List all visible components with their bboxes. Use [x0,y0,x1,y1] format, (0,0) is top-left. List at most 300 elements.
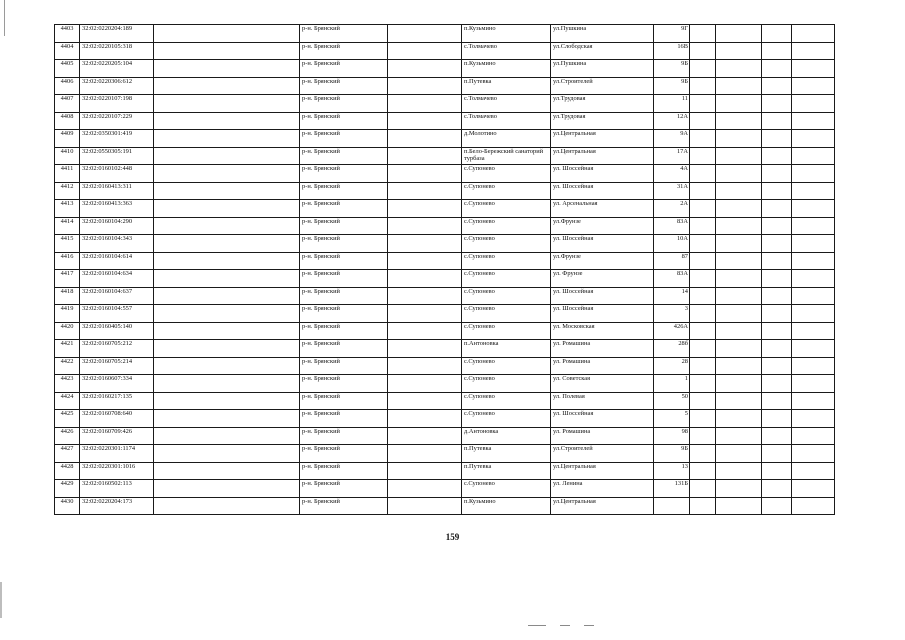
empty-cell [154,235,300,253]
empty-cell [792,217,835,235]
table-row [55,305,835,323]
street-cell: ул.Фрунзе [551,217,654,235]
empty-cell [716,235,762,253]
empty-cell [792,60,835,78]
empty-cell [154,270,300,288]
locality-cell: с.Толмачево [462,112,551,130]
house-number-cell: 11 [654,95,690,113]
table-row [55,445,835,463]
district-cell: р-н. Брянский [300,392,388,410]
empty-cell [690,217,716,235]
house-number-cell: 131Б [654,480,690,498]
empty-cell [792,165,835,183]
locality-cell: с.Супонево [462,305,551,323]
empty-cell [154,480,300,498]
locality-cell: п.Кузьмино [462,25,551,43]
cadastral-number-cell: 32:02:0220107:229 [80,112,154,130]
empty-cell [154,462,300,480]
empty-cell [154,445,300,463]
empty-cell [762,25,792,43]
locality-cell: с.Супонево [462,252,551,270]
empty-cell [762,322,792,340]
empty-cell [762,147,792,165]
district-cell: р-н. Брянский [300,287,388,305]
empty-cell [716,392,762,410]
empty-cell [792,235,835,253]
empty-cell [792,497,835,515]
house-number-cell: 9А [654,130,690,148]
table-row [55,217,835,235]
locality-cell: д.Молотино [462,130,551,148]
street-cell: ул.Центральная [551,147,654,165]
row-number-cell: 4412 [55,182,80,200]
row-number-cell: 4426 [55,427,80,445]
street-cell: ул. Шоссейная [551,182,654,200]
district-cell: р-н. Брянский [300,77,388,95]
district-cell: р-н. Брянский [300,182,388,200]
district-cell: р-н. Брянский [300,305,388,323]
empty-cell [792,480,835,498]
empty-cell [690,252,716,270]
empty-cell [690,147,716,165]
table-row [55,427,835,445]
empty-cell [388,305,462,323]
empty-cell [154,25,300,43]
empty-cell [154,112,300,130]
empty-cell [716,252,762,270]
row-number-cell: 4403 [55,25,80,43]
empty-cell [154,497,300,515]
row-number-cell: 4408 [55,112,80,130]
empty-cell [792,410,835,428]
empty-cell [388,480,462,498]
empty-cell [690,42,716,60]
row-number-cell: 4413 [55,200,80,218]
empty-cell [154,200,300,218]
scan-bottom-mark [528,625,546,626]
empty-cell [792,147,835,165]
locality-cell: п.Путевка [462,77,551,95]
cadastral-number-cell: 32:02:0550305:191 [80,147,154,165]
empty-cell [690,77,716,95]
empty-cell [762,60,792,78]
locality-cell: с.Супонево [462,392,551,410]
cadastral-number-cell: 32:02:0220306:612 [80,77,154,95]
empty-cell [388,357,462,375]
empty-cell [154,427,300,445]
table-row [55,112,835,130]
locality-cell: п.Путевка [462,445,551,463]
empty-cell [690,287,716,305]
empty-cell [388,340,462,358]
empty-cell [388,77,462,95]
district-cell: р-н. Брянский [300,410,388,428]
empty-cell [762,252,792,270]
table-row [55,42,835,60]
empty-cell [716,147,762,165]
row-number-cell: 4420 [55,322,80,340]
empty-cell [762,165,792,183]
table-row [55,322,835,340]
empty-cell [792,112,835,130]
row-number-cell: 4430 [55,497,80,515]
empty-cell [690,427,716,445]
cadastral-number-cell: 32:02:0160104:614 [80,252,154,270]
cadastral-number-cell: 32:02:0220301:1174 [80,445,154,463]
empty-cell [762,497,792,515]
street-cell: ул. Шоссейная [551,165,654,183]
district-cell: р-н. Брянский [300,462,388,480]
street-cell: ул.Пушкина [551,60,654,78]
district-cell: р-н. Брянский [300,112,388,130]
street-cell: ул.Строителей [551,445,654,463]
empty-cell [716,462,762,480]
empty-cell [154,322,300,340]
street-cell: ул.Трудовая [551,95,654,113]
house-number-cell: 4А [654,165,690,183]
house-number-cell: 426А [654,322,690,340]
empty-cell [388,25,462,43]
locality-cell: с.Супонево [462,480,551,498]
empty-cell [690,480,716,498]
cadastral-number-cell: 32:02:0160102:448 [80,165,154,183]
empty-cell [762,77,792,95]
empty-cell [388,287,462,305]
empty-cell [716,375,762,393]
empty-cell [388,217,462,235]
empty-cell [388,95,462,113]
district-cell: р-н. Брянский [300,130,388,148]
empty-cell [792,305,835,323]
empty-cell [154,375,300,393]
table-row [55,497,835,515]
house-number-cell: 10А [654,235,690,253]
page-number: 159 [445,532,460,542]
empty-cell [690,445,716,463]
empty-cell [154,130,300,148]
street-cell: ул. Ромашина [551,357,654,375]
street-cell: ул.Центральная [551,462,654,480]
empty-cell [792,287,835,305]
street-cell: ул. Шоссейная [551,305,654,323]
row-number-cell: 4416 [55,252,80,270]
empty-cell [762,410,792,428]
row-number-cell: 4410 [55,147,80,165]
row-number-cell: 4425 [55,410,80,428]
empty-cell [690,375,716,393]
scan-bottom-mark [584,625,594,626]
empty-cell [716,357,762,375]
empty-cell [690,182,716,200]
empty-cell [388,270,462,288]
empty-cell [716,287,762,305]
cadastral-number-cell: 32:02:0220204:189 [80,25,154,43]
empty-cell [716,77,762,95]
row-number-cell: 4406 [55,77,80,95]
empty-cell [762,392,792,410]
street-cell: ул. Ромашина [551,427,654,445]
row-number-cell: 4411 [55,165,80,183]
row-number-cell: 4409 [55,130,80,148]
empty-cell [762,42,792,60]
row-number-cell: 4428 [55,462,80,480]
district-cell: р-н. Брянский [300,357,388,375]
table-body [55,25,835,515]
cadastral-number-cell: 32:02:0220205:104 [80,60,154,78]
row-number-cell: 4422 [55,357,80,375]
district-cell: р-н. Брянский [300,340,388,358]
house-number-cell: 50 [654,392,690,410]
empty-cell [388,112,462,130]
empty-cell [716,427,762,445]
street-cell: ул.Слободская [551,42,654,60]
empty-cell [792,357,835,375]
cadastral-number-cell: 32:02:0220105:318 [80,42,154,60]
empty-cell [792,200,835,218]
street-cell: ул. Ромашина [551,340,654,358]
cadastral-number-cell: 32:02:0220301:1016 [80,462,154,480]
street-cell: ул. Арсенальная [551,200,654,218]
locality-cell: с.Супонево [462,322,551,340]
house-number-cell: 83А [654,270,690,288]
table-row [55,252,835,270]
empty-cell [762,340,792,358]
table-row [55,462,835,480]
table-row [55,60,835,78]
empty-cell [690,305,716,323]
district-cell: р-н. Брянский [300,200,388,218]
locality-cell: п.Кузьмино [462,497,551,515]
locality-cell: с.Супонево [462,287,551,305]
empty-cell [762,427,792,445]
locality-cell: с.Супонево [462,200,551,218]
empty-cell [690,322,716,340]
empty-cell [388,165,462,183]
empty-cell [388,427,462,445]
table-row [55,165,835,183]
empty-cell [388,462,462,480]
cadastral-number-cell: 32:02:0160705:214 [80,357,154,375]
empty-cell [690,112,716,130]
locality-cell: с.Супонево [462,375,551,393]
street-cell: ул.Центральная [551,130,654,148]
empty-cell [792,392,835,410]
street-cell: ул. Советская [551,375,654,393]
empty-cell [762,200,792,218]
row-number-cell: 4417 [55,270,80,288]
empty-cell [690,462,716,480]
cadastral-number-cell: 32:02:0160104:634 [80,270,154,288]
empty-cell [716,60,762,78]
empty-cell [388,410,462,428]
cadastral-number-cell: 32:02:0350301:419 [80,130,154,148]
empty-cell [716,445,762,463]
empty-cell [716,217,762,235]
table-row [55,235,835,253]
table-row [55,375,835,393]
house-number-cell: 9Б [654,445,690,463]
cadastral-number-cell: 32:02:0160413:363 [80,200,154,218]
empty-cell [792,252,835,270]
street-cell: ул. Шоссейная [551,235,654,253]
empty-cell [792,340,835,358]
house-number-cell: 2А [654,200,690,218]
district-cell: р-н. Брянский [300,217,388,235]
empty-cell [690,165,716,183]
house-number-cell: 28б [654,340,690,358]
locality-cell: с.Супонево [462,235,551,253]
street-cell: ул. Фрунзе [551,270,654,288]
empty-cell [388,235,462,253]
empty-cell [792,445,835,463]
house-number-cell: 9Г [654,25,690,43]
scan-edge-mark [0,582,2,618]
empty-cell [716,112,762,130]
cadastral-number-cell: 32:02:0220107:198 [80,95,154,113]
table-row [55,340,835,358]
empty-cell [154,217,300,235]
empty-cell [716,480,762,498]
empty-cell [716,305,762,323]
empty-cell [792,270,835,288]
locality-cell: с.Супонево [462,182,551,200]
locality-cell: п.Путевка [462,462,551,480]
empty-cell [154,60,300,78]
cadastral-number-cell: 32:02:0160709:426 [80,427,154,445]
table-row [55,410,835,428]
table-row [55,270,835,288]
locality-cell: с.Супонево [462,410,551,428]
house-number-cell: 16В [654,42,690,60]
row-number-cell: 4419 [55,305,80,323]
district-cell: р-н. Брянский [300,445,388,463]
row-number-cell: 4421 [55,340,80,358]
locality-cell: д.Антоновка [462,427,551,445]
empty-cell [690,60,716,78]
house-number-cell: 14 [654,287,690,305]
table-row [55,182,835,200]
empty-cell [388,130,462,148]
empty-cell [762,375,792,393]
street-cell: ул.Трудовая [551,112,654,130]
empty-cell [154,77,300,95]
row-number-cell: 4405 [55,60,80,78]
table-row [55,147,835,165]
row-number-cell: 4407 [55,95,80,113]
street-cell: ул. Московская [551,322,654,340]
house-number-cell: 9Б [654,77,690,95]
empty-cell [388,200,462,218]
row-number-cell: 4424 [55,392,80,410]
street-cell: ул.Пушкина [551,25,654,43]
empty-cell [154,287,300,305]
cadastral-number-cell: 32:02:0160607:334 [80,375,154,393]
empty-cell [690,200,716,218]
street-cell: ул. Ленина [551,480,654,498]
table-row [55,200,835,218]
cadastral-number-cell: 32:02:0160104:557 [80,305,154,323]
table-row [55,77,835,95]
empty-cell [154,95,300,113]
cadastral-number-cell: 32:02:0160502:113 [80,480,154,498]
district-cell: р-н. Брянский [300,270,388,288]
empty-cell [792,130,835,148]
house-number-cell [654,497,690,515]
house-number-cell: 28 [654,357,690,375]
house-number-cell: 5 [654,410,690,428]
district-cell: р-н. Брянский [300,480,388,498]
row-number-cell: 4415 [55,235,80,253]
house-number-cell: 17А [654,147,690,165]
empty-cell [762,445,792,463]
house-number-cell: 98 [654,427,690,445]
empty-cell [716,182,762,200]
empty-cell [716,200,762,218]
house-number-cell: 9Б [654,60,690,78]
empty-cell [690,95,716,113]
empty-cell [792,182,835,200]
street-cell: ул. Полевая [551,392,654,410]
table-row [55,130,835,148]
empty-cell [792,427,835,445]
district-cell: р-н. Брянский [300,95,388,113]
district-cell: р-н. Брянский [300,235,388,253]
empty-cell [154,42,300,60]
page-edge-line [4,0,5,36]
empty-cell [716,410,762,428]
district-cell: р-н. Брянский [300,147,388,165]
empty-cell [792,95,835,113]
empty-cell [792,25,835,43]
empty-cell [154,182,300,200]
empty-cell [690,410,716,428]
empty-cell [690,25,716,43]
empty-cell [792,42,835,60]
empty-cell [154,410,300,428]
empty-cell [388,322,462,340]
empty-cell [388,147,462,165]
empty-cell [716,165,762,183]
cadastral-number-cell: 32:02:0160405:140 [80,322,154,340]
empty-cell [388,252,462,270]
table-row [55,392,835,410]
row-number-cell: 4427 [55,445,80,463]
district-cell: р-н. Брянский [300,427,388,445]
locality-cell: с.Толмачево [462,42,551,60]
table-row [55,287,835,305]
street-cell: ул.Фрунзе [551,252,654,270]
empty-cell [716,497,762,515]
empty-cell [154,392,300,410]
empty-cell [154,252,300,270]
locality-cell: п.Антоновка [462,340,551,358]
empty-cell [716,130,762,148]
empty-cell [716,42,762,60]
locality-cell: с.Супонево [462,217,551,235]
empty-cell [762,235,792,253]
property-registry-table [54,24,835,515]
empty-cell [388,497,462,515]
table-row [55,25,835,43]
table-row [55,95,835,113]
empty-cell [716,340,762,358]
empty-cell [388,392,462,410]
cadastral-number-cell: 32:02:0220204:173 [80,497,154,515]
table-row [55,480,835,498]
house-number-cell: 1 [654,375,690,393]
empty-cell [690,357,716,375]
empty-cell [792,375,835,393]
